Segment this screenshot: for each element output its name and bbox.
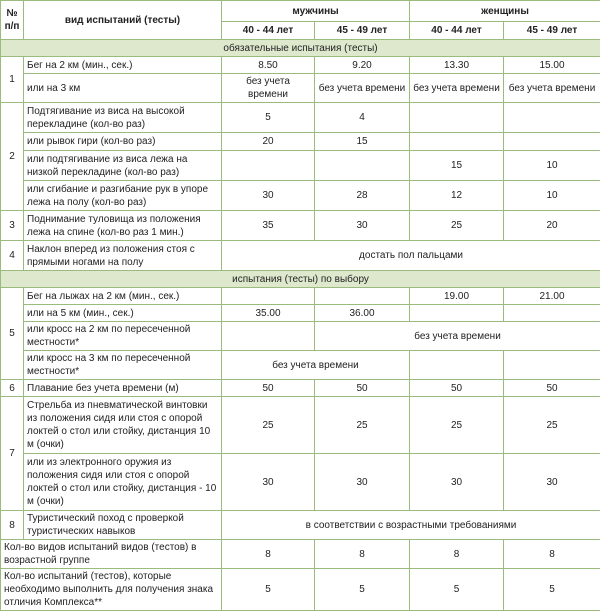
merged-value-cell: достать пол пальцами	[222, 241, 600, 271]
value-cell: 5	[315, 569, 410, 611]
value-cell: 15.00	[504, 57, 600, 74]
value-cell	[504, 351, 600, 380]
test-label: Туристический поход с проверкой туристических навыков	[24, 511, 222, 540]
table-row	[1, 288, 600, 305]
value-cell: 5	[222, 569, 315, 611]
value-cell: без учета времени	[504, 74, 600, 103]
value-cell: 28	[315, 181, 410, 211]
table-row	[1, 181, 600, 211]
value-cell: без учета времени	[222, 74, 315, 103]
test-label: или сгибание и разгибание рук в упоре лежа на полу (кол-во раз)	[24, 181, 222, 211]
header-row-1	[1, 1, 600, 22]
value-cell: 35.00	[222, 305, 315, 322]
section-required-row	[1, 40, 600, 57]
value-cell: 8	[504, 540, 600, 569]
value-cell: 35	[222, 211, 315, 241]
value-cell: 30	[222, 454, 315, 511]
header-women: женщины	[410, 1, 600, 22]
value-cell	[222, 322, 315, 351]
table-row	[1, 211, 600, 241]
section-required: обязательные испытания (тесты)	[1, 40, 600, 57]
header-test-type: вид испытаний (тесты)	[24, 1, 222, 40]
value-cell: 8.50	[222, 57, 315, 74]
value-cell: 25	[410, 211, 504, 241]
value-cell: 8	[410, 540, 504, 569]
value-cell: 5	[504, 569, 600, 611]
value-cell: 4	[315, 103, 410, 133]
table-row	[1, 133, 600, 151]
table-row	[1, 569, 600, 611]
table-row	[1, 103, 600, 133]
table-row	[1, 322, 600, 351]
header-men: мужчины	[222, 1, 410, 22]
merged-value-cell: без учета времени	[315, 322, 600, 351]
table-row	[1, 241, 600, 271]
value-cell: 25	[504, 397, 600, 454]
table-row	[1, 380, 600, 397]
value-cell: 50	[504, 380, 600, 397]
test-label: или кросс на 2 км по пересеченной местности*	[24, 322, 222, 351]
value-cell: 13.30	[410, 57, 504, 74]
value-cell: 50	[315, 380, 410, 397]
value-cell: без учета времени	[315, 74, 410, 103]
test-label: или из электронного оружия из положения сидя или стоя с опорой локтей о стол или стойку, дистанция - 10 м (очки)	[24, 454, 222, 511]
value-cell: 30	[315, 454, 410, 511]
test-label: Подтягивание из виса на высокой перекладине (кол-во раз)	[24, 103, 222, 133]
value-cell	[315, 151, 410, 181]
value-cell	[315, 288, 410, 305]
value-cell: 30	[315, 211, 410, 241]
header-age-men-40: 40 - 44 лет	[222, 22, 315, 40]
row-number: 4	[1, 241, 24, 271]
value-cell: 30	[410, 454, 504, 511]
header-num: № п/п	[1, 1, 24, 40]
value-cell: без учета времени	[410, 74, 504, 103]
value-cell: 30	[504, 454, 600, 511]
value-cell: 25	[315, 397, 410, 454]
test-label: или рывок гири (кол-во раз)	[24, 133, 222, 151]
value-cell: 8	[315, 540, 410, 569]
value-cell: 36.00	[315, 305, 410, 322]
value-cell: 15	[410, 151, 504, 181]
value-cell	[222, 151, 315, 181]
row-number: 6	[1, 380, 24, 397]
row-number: 1	[1, 57, 24, 103]
test-label: Кол-во испытаний (тестов), которые необходимо выполнить для получения знака отличия Комплекса**	[1, 569, 222, 611]
value-cell	[410, 103, 504, 133]
value-cell: 20	[504, 211, 600, 241]
value-cell	[504, 133, 600, 151]
value-cell	[410, 305, 504, 322]
value-cell: 9.20	[315, 57, 410, 74]
row-number: 7	[1, 397, 24, 511]
test-label: Поднимание туловища из положения лежа на спине (кол-во раз 1 мин.)	[24, 211, 222, 241]
value-cell	[410, 351, 504, 380]
table-row	[1, 351, 600, 380]
test-label: или подтягивание из виса лежа на низкой перекладине (кол-во раз)	[24, 151, 222, 181]
value-cell: 21.00	[504, 288, 600, 305]
test-label: Наклон вперед из положения стоя с прямыми ногами на полу	[24, 241, 222, 271]
value-cell: 30	[222, 181, 315, 211]
test-label: Кол-во видов испытаний видов (тестов) в возрастной группе	[1, 540, 222, 569]
value-cell: 10	[504, 151, 600, 181]
merged-value-cell: в соответствии с возрастными требованиями	[222, 511, 600, 540]
table-row	[1, 305, 600, 322]
header-age-women-45: 45 - 49 лет	[504, 22, 600, 40]
value-cell: 50	[222, 380, 315, 397]
header-age-men-45: 45 - 49 лет	[315, 22, 410, 40]
value-cell: 12	[410, 181, 504, 211]
merged-value-cell: без учета времени	[222, 351, 410, 380]
section-optional: испытания (тесты) по выбору	[1, 271, 600, 288]
value-cell: 8	[222, 540, 315, 569]
row-number: 5	[1, 288, 24, 380]
value-cell: 10	[504, 181, 600, 211]
test-label: Стрельба из пневматической винтовки из положения сидя или стоя с опорой локтей о стол или стойку, дистанция 10 м (очки)	[24, 397, 222, 454]
value-cell: 50	[410, 380, 504, 397]
test-label: или на 5 км (мин., сек.)	[24, 305, 222, 322]
table-row	[1, 454, 600, 511]
value-cell: 25	[410, 397, 504, 454]
header-age-women-40: 40 - 44 лет	[410, 22, 504, 40]
test-label: или на 3 км	[24, 74, 222, 103]
test-label: или кросс на 3 км по пересеченной местности*	[24, 351, 222, 380]
table-row	[1, 57, 600, 74]
table-row	[1, 397, 600, 454]
test-label: Плавание без учета времени (м)	[24, 380, 222, 397]
value-cell: 25	[222, 397, 315, 454]
table-row	[1, 540, 600, 569]
value-cell	[222, 288, 315, 305]
row-number: 2	[1, 103, 24, 211]
test-label: Бег на лыжах на 2 км (мин., сек.)	[24, 288, 222, 305]
table-row	[1, 74, 600, 103]
section-optional-row	[1, 271, 600, 288]
row-number: 8	[1, 511, 24, 540]
row-number: 3	[1, 211, 24, 241]
table-row	[1, 511, 600, 540]
value-cell: 15	[315, 133, 410, 151]
value-cell: 5	[410, 569, 504, 611]
test-label: Бег на 2 км (мин., сек.)	[24, 57, 222, 74]
value-cell: 5	[222, 103, 315, 133]
value-cell: 20	[222, 133, 315, 151]
value-cell: 19.00	[410, 288, 504, 305]
value-cell	[504, 305, 600, 322]
table-row	[1, 151, 600, 181]
value-cell	[504, 103, 600, 133]
value-cell	[410, 133, 504, 151]
